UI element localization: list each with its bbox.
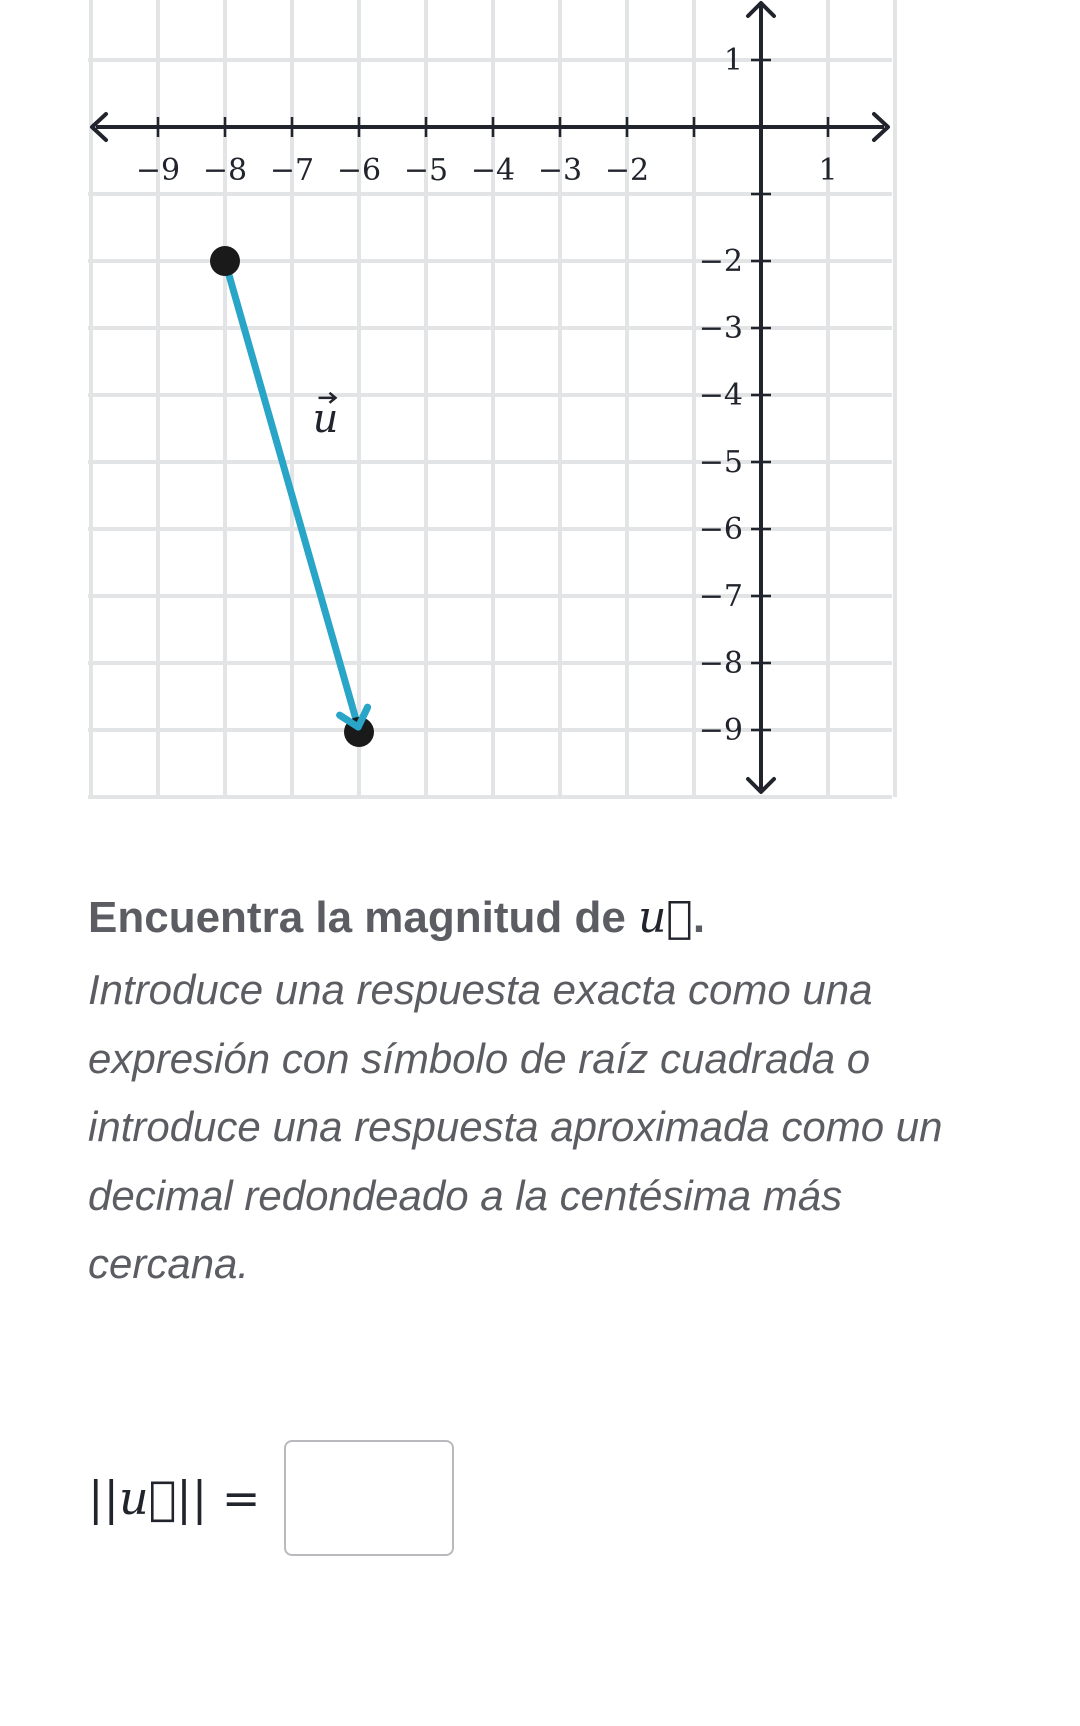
x-tick-label: −6 [336, 153, 382, 188]
question-title-text: Encuentra la magnitud de [88, 893, 639, 942]
axes [92, 3, 888, 792]
y-tick-label: −4 [698, 378, 743, 413]
answer-input[interactable] [284, 1440, 454, 1556]
x-tick-label: −5 [403, 153, 449, 188]
x-tick-label: −3 [537, 153, 583, 188]
x-tick-label: −4 [470, 153, 516, 188]
y-tick-label: −5 [698, 445, 743, 480]
vector-graph [0, 0, 1080, 800]
x-tick-label: −9 [135, 153, 181, 188]
y-tick-label: −3 [698, 311, 743, 346]
question-instructions: Introduce una respuesta exacta como una expresión con símbolo de raíz cuadrada o introduce una respuesta aproximada como un decimal redondeado a la centésima más cercana. [88, 966, 943, 1287]
magnitude-bars-right: || = [176, 1471, 261, 1525]
y-tick-label: 1 [723, 43, 743, 78]
x-tick-label: −7 [269, 153, 315, 188]
y-tick-label: −6 [698, 512, 743, 547]
x-tick-label: −2 [604, 153, 650, 188]
magnitude-vector: u⃗ [119, 1471, 177, 1525]
question-prompt [88, 890, 988, 1299]
question-title-end: . [692, 893, 706, 942]
magnitude-label [88, 1471, 260, 1525]
vector-start-point [210, 246, 240, 276]
magnitude-bars-left: || [88, 1471, 119, 1525]
x-tick-label: 1 [818, 153, 838, 188]
grid [88, 0, 895, 797]
vector-label: u [312, 395, 339, 442]
vector-symbol: u⃗ [638, 892, 693, 943]
y-tick-label: −7 [698, 579, 743, 614]
answer-row [88, 1438, 454, 1558]
y-tick-label: −9 [698, 713, 743, 748]
y-tick-label: −8 [698, 646, 743, 681]
y-tick-label: −2 [698, 244, 743, 279]
question-title [88, 890, 988, 946]
x-tick-label: −8 [202, 153, 248, 188]
